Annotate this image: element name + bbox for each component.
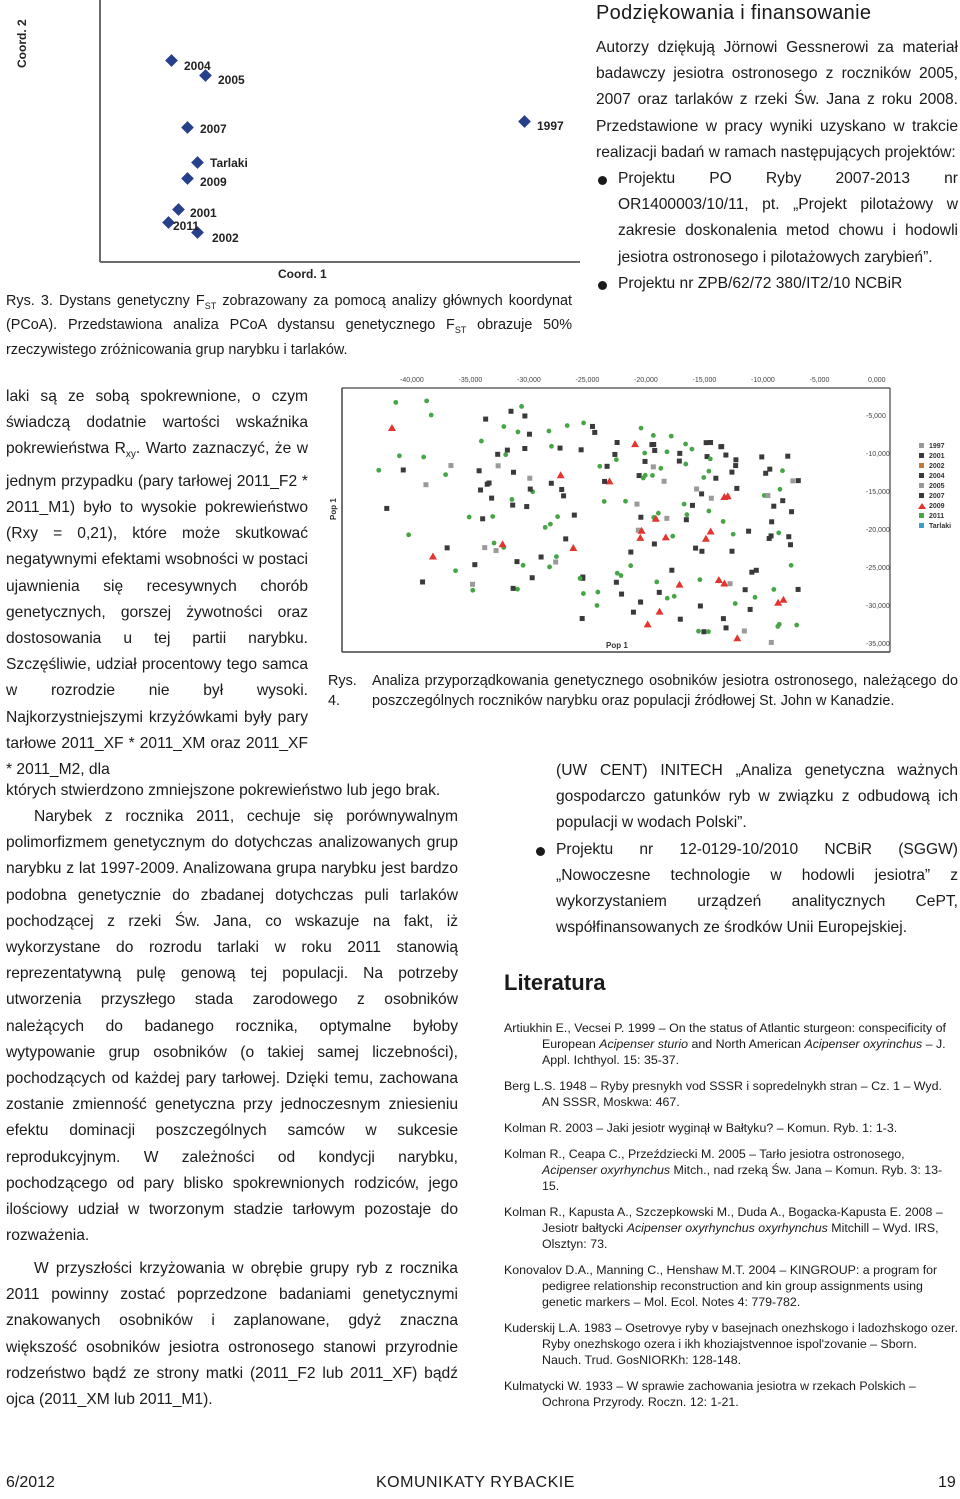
- fig4-point: [553, 560, 558, 565]
- reference-item: Kolman R., Ceapa C., Przeździecki M. 2005 – Tarło jesiotra ostronosego, Acipenser oxyrhynchus Mitch., nad rzeką Św. Jana – Komun. Ryb. 3: 13-15.: [504, 1147, 943, 1193]
- fig4-point: [644, 620, 652, 627]
- fig4-point: [480, 516, 485, 521]
- fig4-point: [696, 629, 701, 634]
- fig4-point: [779, 596, 787, 603]
- fig4-point: [636, 534, 644, 541]
- fig4-point: [510, 503, 515, 508]
- fig4-legend-label: 2009: [929, 503, 945, 510]
- fig4-point: [477, 468, 482, 473]
- fig4-point: [628, 563, 633, 568]
- fig4-point: [657, 590, 662, 595]
- fig4-point: [623, 499, 628, 504]
- fig4-point: [642, 451, 647, 456]
- fig4-point: [649, 442, 654, 447]
- fig4-legend-marker: [919, 443, 924, 448]
- body-paragraph-1: laki są ze sobą spokrewnione, o czym świadczą dodatnie wartości wskaźnika pokrewieństwa $R_{xy}$. Warto zaznaczyć, że w jednym przypadku (pary tarłowej 2011_F2 * 2011_M1) było to wysokie pokrewieństwo (Rxy = 0,21), które może skutkować negatywnymi efektami wsobności w postaci ujawnienia się recesywnych chorób genetycznych, gorszej żywotności oraz dostosowania u tej partii narybku. Szczęśliwie, udział procentowy tego samca w rozrodzie nie był wysoki. Najkorzystniejszymi krzyżówkami były pary tarłowe 2011_XF * 2011_XM oraz 2011_XF * 2011_M2, dla: [6, 388, 308, 778]
- fig4-point: [683, 462, 688, 467]
- fig4-point: [539, 555, 544, 560]
- fig4-point: [788, 542, 793, 547]
- funding-bullet-2-continued: (UW CENT) INITECH „Analiza genetyczna ważnych gospodarczo gatunków ryb w związku z odbudową ich populacji w wodach Polski”.: [556, 762, 958, 832]
- fig4-point: [746, 529, 751, 534]
- reference-item: Kolman R., Kapusta A., Szczepkowski M., Duda A., Bogacka-Kapusta E. 2008 – Jesiotr bałtycki Acipenser oxyrhynchus oxyrhynchus Mitchill – Wyd. IRS, Olsztyn: 73.: [504, 1205, 943, 1251]
- acknowledgements-heading: Podziękowania i finansowanie: [596, 2, 872, 24]
- fig4-point: [501, 424, 506, 429]
- fig4-point: [706, 469, 711, 474]
- fig4-point: [789, 509, 794, 514]
- fig4-y-tick-label: -10,000: [866, 451, 890, 458]
- fig4-point: [527, 432, 532, 437]
- reference-list: [504, 1020, 958, 1420]
- fig4-point: [669, 434, 674, 439]
- fig4-point: [448, 463, 453, 468]
- fig4-point: [693, 546, 698, 551]
- fig4-point: [733, 457, 738, 462]
- fig4-point: [519, 404, 524, 409]
- fig4-point: [721, 616, 726, 621]
- fig4-point: [669, 568, 674, 573]
- fig4-point: [753, 595, 758, 600]
- fig4-point: [522, 446, 527, 451]
- fig3-point: [172, 203, 185, 216]
- fig4-y-tick-label: -15,000: [866, 489, 890, 496]
- fig4-y-tick-label: -5,000: [866, 413, 886, 420]
- fig4-point: [683, 442, 688, 447]
- fig4-point: [543, 525, 548, 530]
- fig4-point: [706, 629, 711, 634]
- fig4-point: [748, 607, 753, 612]
- fig4-point: [699, 549, 704, 554]
- fig4-y-tick-label: -35,000: [866, 641, 890, 648]
- fig4-point: [615, 440, 620, 445]
- fig4-point: [743, 587, 748, 592]
- fig4-point: [656, 511, 661, 516]
- fig4-point: [424, 398, 429, 403]
- fig3-point: [518, 115, 531, 128]
- fig4-point: [765, 493, 770, 498]
- fig4-x-tick-label: -15,000: [692, 377, 717, 384]
- fig4-point: [682, 502, 687, 507]
- fig4-point: [470, 582, 475, 587]
- fig4-point: [654, 579, 659, 584]
- fig4-point: [453, 568, 458, 573]
- fig4-point: [721, 519, 726, 524]
- fig4-point: [565, 423, 570, 428]
- fig4-point: [423, 482, 428, 487]
- fig4-point: [771, 504, 776, 509]
- fig4-x-tick-label: -25,000: [575, 377, 600, 384]
- fig4-point: [763, 471, 768, 476]
- footer-page-number: 19: [938, 1474, 956, 1491]
- fig4-point: [639, 426, 644, 431]
- fig4-point: [708, 456, 713, 461]
- fig4-point: [771, 587, 776, 592]
- fig4-point: [555, 514, 560, 519]
- fig4-point: [729, 549, 734, 554]
- fig4-point: [578, 576, 583, 581]
- funding-bullet-1: Projektu PO Ryby 2007-2013 nr OR1400003/10/11, pt. „Projekt pilotażowy w zakresie doskonalenia metod chowu i hodowli jesiotra ostronosego i pilotażowych zarybień”.: [596, 166, 958, 271]
- fig4-point: [754, 568, 759, 573]
- fig4-point: [780, 468, 785, 473]
- fig4-point: [672, 594, 677, 599]
- fig4-point: [614, 457, 619, 462]
- fig4-y-tick-label: -20,000: [866, 527, 890, 534]
- fig4-point: [595, 590, 600, 595]
- fig4-point: [778, 487, 783, 492]
- fig4-point: [505, 448, 510, 453]
- fig4-legend-label: Tarlaki: [929, 523, 952, 530]
- fig3-label-2011: 2011: [173, 219, 200, 233]
- fig4-point: [549, 444, 554, 449]
- fig4-point: [651, 433, 656, 438]
- fig4-legend-label: 2005: [929, 483, 945, 490]
- fig4-point: [384, 506, 389, 511]
- fig4-legend-label: 2004: [929, 473, 945, 480]
- fig4-caption-label: Rys. 4.: [328, 673, 357, 709]
- fig4-point: [483, 417, 488, 422]
- fig4-point: [796, 478, 801, 483]
- fig4-point: [707, 528, 715, 535]
- fig4-point: [715, 576, 723, 583]
- fig4-legend: [918, 443, 951, 530]
- fig4-point: [708, 440, 713, 445]
- fig4-point: [580, 616, 585, 621]
- fig4-point: [509, 409, 514, 414]
- fig4-point: [631, 610, 636, 615]
- fig4-point: [499, 540, 507, 547]
- fig4-point: [634, 502, 639, 507]
- fig4-point: [614, 580, 619, 585]
- fig4-point: [514, 559, 519, 564]
- fig4-point: [775, 624, 780, 629]
- fig4-point: [420, 579, 425, 584]
- fig4-point: [658, 466, 663, 471]
- fig3-coord2-label: Coord. 2: [15, 19, 29, 68]
- fig4-point: [605, 464, 610, 469]
- fig3-caption: Rys. 3. Dystans genetyczny $F_{ST}$ zobrazowany za pomocą analizy głównych koordynat (PCoA). Przedstawiona analiza PCoA dystansu genetycznego $F_{ST}$ obrazuje 50% rzeczywistego zróżnicowania grup narybku i tarlaków.: [6, 293, 572, 358]
- fig4-legend-marker: [919, 473, 924, 478]
- fig4-point: [581, 421, 586, 426]
- fig4-point: [581, 591, 586, 596]
- funding-bullet-3: Projektu nr 12-0129-10/2010 NCBiR (SGGW) „Nowoczesne technologie w hodowli jesiotra” z wykorzystaniem urządzeń analitycznych CePT, współfinansowanych ze środków Unii Europejskiej.: [534, 837, 958, 942]
- fig4-x-tick-label: -5,000: [809, 377, 830, 384]
- body-paragraph-1-end: których stwierdzono zmniejszone pokrewieństwo lub jego brak.: [6, 782, 441, 799]
- fig4-point: [421, 455, 426, 460]
- fig3-label-2002: 2002: [212, 231, 239, 245]
- fig4-legend-marker: [918, 503, 926, 509]
- fig4-point: [467, 515, 472, 520]
- fig4-point: [789, 563, 794, 568]
- fig4-point: [549, 481, 554, 486]
- fig4-point: [597, 464, 602, 469]
- fig3-point: [181, 121, 194, 134]
- fig4-point: [503, 452, 508, 457]
- fig4-point: [724, 625, 729, 630]
- fig4-point: [733, 601, 738, 606]
- fig4-point: [631, 440, 639, 447]
- fig4-point: [723, 453, 728, 458]
- fig4-point: [511, 586, 516, 591]
- fig4-point: [796, 587, 801, 592]
- fig4-point: [482, 545, 487, 550]
- fig4-point: [569, 544, 577, 551]
- fig4-point: [592, 430, 597, 435]
- fig4-legend-marker: [919, 483, 924, 488]
- fig4-point: [643, 459, 648, 464]
- fig4-point: [718, 444, 723, 449]
- fig4-point: [702, 535, 710, 542]
- fig4-point: [651, 464, 656, 469]
- fig4-point: [733, 634, 741, 641]
- fig4-legend-marker: [919, 453, 924, 458]
- footer-issue: 6/2012: [6, 1474, 55, 1491]
- fig3-label-2004: 2004: [184, 59, 211, 73]
- fig4-point: [619, 592, 624, 597]
- fig4-point: [694, 487, 699, 492]
- fig4-point: [615, 571, 620, 576]
- fig4-legend-marker: [919, 493, 924, 498]
- fig4-point: [628, 550, 633, 555]
- fig4-point: [590, 424, 595, 429]
- fig4-point: [729, 470, 734, 475]
- fig4-point: [785, 454, 790, 459]
- fig3-label-2005: 2005: [218, 73, 245, 87]
- funding-bullet-2: Projektu nr ZPB/62/72 380/IT2/10 NCBiR: [596, 271, 958, 297]
- fig4-point: [492, 541, 497, 546]
- fig4-point: [478, 487, 483, 492]
- fig3-pcoa-plot: [15, 0, 580, 286]
- fig4-assignment-plot: [318, 370, 958, 662]
- fig4-point: [494, 548, 499, 553]
- fig4-point: [516, 430, 521, 435]
- fig3-point: [165, 54, 178, 67]
- reference-item: Kulmatycki W. 1933 – W sprawie zachowania jesiotra w rzekach Polskich – Ochrona Przyrody. Roczn. 12: 1-21.: [504, 1379, 916, 1409]
- fig4-point: [559, 487, 564, 492]
- reference-item: Konovalov D.A., Manning C., Henshaw M.T. 2004 – KINGROUP: a program for pedigree relationship reconstruction and kin group assignments using genetic markers – Mol. Ecol. Notes 4: 779-782.: [504, 1263, 938, 1309]
- fig4-y-tick-label: -25,000: [866, 565, 890, 572]
- fig4-point: [769, 519, 774, 524]
- fig4-point: [561, 493, 566, 498]
- fig4-point: [443, 472, 448, 477]
- fig4-point: [759, 454, 764, 459]
- fig4-point: [510, 497, 515, 502]
- fig4-point: [495, 452, 500, 457]
- reference-item: Artiukhin E., Vecsei P. 1999 – On the status of Atlantic sturgeon: conspecificity of European Acipenser sturio and North American Acipenser oxyrinchus – J. Appl. Ichthyol. 15: 35-37.: [504, 1021, 946, 1067]
- fig4-point: [698, 603, 703, 608]
- fig4-point: [530, 575, 535, 580]
- fig4-point: [709, 496, 714, 501]
- fig4-point: [612, 452, 617, 457]
- fig4-point: [677, 451, 682, 456]
- fig4-point: [665, 596, 670, 601]
- fig3-label-2009: 2009: [200, 175, 227, 189]
- fig4-point: [638, 600, 643, 605]
- fig3-point: [181, 172, 194, 185]
- fig4-point: [656, 608, 664, 615]
- fig3-label-2007: 2007: [200, 122, 227, 136]
- fig4-point: [429, 552, 437, 559]
- fig4-point: [677, 459, 682, 464]
- fig4-point: [376, 468, 381, 473]
- fig4-x-tick-label: 0,000: [868, 377, 886, 384]
- fig3-coord1-label: Coord. 1: [278, 267, 327, 281]
- fig4-x-axis-label: Pop 1: [606, 641, 628, 650]
- fig4-point: [548, 522, 553, 527]
- fig3-label-1997: 1997: [537, 119, 564, 133]
- fig4-point: [406, 532, 411, 537]
- fig4-point: [675, 581, 683, 588]
- fig4-legend-marker: [919, 523, 924, 528]
- funding-continuation: [534, 758, 958, 941]
- fig4-point: [470, 588, 475, 593]
- fig4-point: [689, 447, 694, 452]
- fig4-point: [638, 515, 643, 520]
- fig4-point: [637, 473, 642, 478]
- fig4-point: [489, 496, 494, 501]
- fig4-point: [515, 587, 520, 592]
- fig4-point: [728, 581, 733, 586]
- fig4-caption-text: Analiza przyporządkowania genetycznego osobników jesiotra ostronosego, należącego do poszczególnych roczników narybku oraz populacji źródłowej St. John w Kanadzie.: [372, 673, 958, 709]
- fig4-point: [701, 475, 706, 480]
- fig4-point: [547, 564, 552, 569]
- fig4-point: [522, 413, 527, 418]
- reference-item: Kuderskij L.A. 1983 – Osetrovye ryby v basejnach onezhskogo i ladozhskogo ozer. Ryby onezhskogo ozera i ikh khoziajstvennoe ispol'zovanie – Sborn. Nauch. Trud. GosNIORKh: 128-148.: [504, 1321, 958, 1367]
- fig4-point: [652, 541, 657, 546]
- fig4-x-tick-label: -20,000: [634, 377, 658, 384]
- body-paragraph-3: W przyszłości krzyżowania w obrębie grupy ryb z rocznika 2011 powinny zostać poprzedzone badaniami genetycznymi znakowanych osobników i zaplanowane, gdyż znaczna większość osobników jesiotra ostronosego stanowi przyrodnie rodzeństwo bądź ze strony matki (2011_F2 lub 2011_XF) bądź ojca (2011_XM lub 2011_M1).: [6, 1260, 458, 1409]
- fig4-x-tick-label: -10,000: [751, 377, 775, 384]
- fig4-y-tick-label: -30,000: [866, 603, 890, 610]
- fig4-point: [786, 534, 791, 539]
- fig4-point: [697, 577, 702, 582]
- fig4-point: [734, 486, 739, 491]
- fig4-point: [780, 498, 785, 503]
- fig4-point: [713, 476, 718, 481]
- fig4-caption: [328, 672, 958, 711]
- fig4-point: [652, 448, 657, 453]
- fig4-point: [521, 563, 526, 568]
- fig4-point: [445, 545, 450, 550]
- fig4-point: [664, 516, 669, 521]
- reference-item: Kolman R. 2003 – Jaki jesiotr wyginął w Bałtyku? – Komun. Ryb. 1: 1-3.: [504, 1121, 898, 1135]
- fig4-point: [579, 447, 584, 452]
- fig4-point: [490, 514, 495, 519]
- fig4-point: [690, 503, 695, 508]
- fig4-point: [524, 504, 529, 509]
- fig4-point: [547, 429, 552, 434]
- fig4-point: [479, 439, 484, 444]
- fig4-point: [528, 487, 533, 492]
- fig4-x-tick-label: -40,000: [400, 377, 424, 384]
- fig4-point: [602, 499, 607, 504]
- fig4-legend-label: 2002: [929, 463, 945, 470]
- footer-journal: KOMUNIKATY RYBACKIE: [376, 1474, 575, 1491]
- fig4-point: [641, 476, 646, 481]
- fig3-point: [191, 156, 204, 169]
- fig4-legend-marker: [919, 463, 924, 468]
- fig4-point: [602, 479, 607, 484]
- fig4-point: [684, 517, 689, 522]
- fig4-point: [776, 530, 781, 535]
- fig4-point: [650, 473, 655, 478]
- fig3-label-2001: 2001: [190, 206, 217, 220]
- fig4-legend-label: 2007: [929, 493, 945, 500]
- fig4-x-tick-label: -35,000: [458, 377, 483, 384]
- fig4-point: [699, 491, 704, 496]
- fig4-point: [684, 512, 689, 517]
- fig4-point: [749, 570, 754, 575]
- fig4-legend-label: 2011: [929, 513, 945, 520]
- fig4-point: [794, 623, 799, 628]
- fig4-legend-marker: [919, 513, 924, 518]
- fig4-point: [662, 479, 667, 484]
- fig4-point: [790, 478, 795, 483]
- fig4-point: [733, 463, 738, 468]
- fig4-point: [527, 476, 532, 481]
- fig4-x-tick-label: -30,000: [517, 377, 541, 384]
- body-paragraph-2: Narybek z rocznika 2011, cechuje się porównywalnym polimorfizmem genetycznym do dotychczas analizowanych grup narybku z lat 1997-2009. Analizowana grupa narybku jest bardzo podobna genetycznie do zbadanej dotychczas puli tarlaków pochodzącej z rzeki Św. Jana, co wskazuje na fakt, iż wykorzystane do rozrodu tarlaki w roku 2011 stanowią reprezentatywną pulę genową tej populacji. Na potrzeby utworzenia przyszłego stada zarodowego z osobników należących do badanego rocznika, optymalne byłoby wytypowanie grup osobników (o takiej samej liczebności), pochodzących od każdej pary tarłowej. Dzięki temu, zachowana zostanie zmienność genetyczna przy jednoczesnym zniesieniu efektu dominacji poszczególnych samców w sukcesie reprodukcyjnym. W zależności od kondycji narybku, pochodzącego od pary blisko spokrewnionych rodziców, jego ilościowy udział w tworzonym stadzie tarłowym pozostaje do rozważenia.: [6, 808, 458, 1245]
- fig4-point: [731, 532, 736, 537]
- fig4-point: [665, 449, 670, 454]
- fig4-point: [557, 471, 565, 478]
- fig4-point: [393, 400, 398, 405]
- fig4-point: [767, 536, 772, 541]
- fig3-label-tarlaki: Tarlaki: [210, 156, 248, 170]
- literature-heading: Literatura: [504, 970, 606, 995]
- fig4-point: [558, 446, 563, 451]
- fig4-legend-label: 2001: [929, 453, 945, 460]
- fig4-point: [678, 617, 683, 622]
- fig4-point: [388, 424, 396, 431]
- fig4-legend-label: 1997: [929, 443, 945, 450]
- fig4-point: [595, 603, 600, 608]
- fig4-point: [511, 470, 516, 475]
- fig4-point: [572, 513, 577, 518]
- fig4-point: [485, 482, 490, 487]
- fig4-point: [704, 440, 709, 445]
- fig4-point: [496, 463, 501, 468]
- fig4-point: [397, 453, 402, 458]
- fig4-point: [401, 467, 406, 472]
- fig4-point: [701, 629, 706, 634]
- reference-item: Berg L.S. 1948 – Ryby presnykh vod SSSR i sopredelnykh stran – Cz. 1 – Wyd. AN SSSR, Moskwa: 467.: [504, 1079, 942, 1109]
- fig4-point: [670, 534, 675, 539]
- fig4-y-axis-label: Pop 1: [329, 498, 338, 520]
- fig4-point: [742, 628, 747, 633]
- fig4-point: [769, 640, 774, 645]
- fig4-point: [554, 554, 559, 559]
- acknowledgements-intro: Autorzy dziękują Jörnowi Gessnerowi za materiał badawczy jesiotra ostronosego z roczników 2005, 2007 oraz tarlaków z rzeki Św. Jana z roku 2008. Przedstawione w pracy wyniki uzyskano w trakcie realizacji badań w ramach następujących projektów:: [596, 39, 958, 161]
- fig4-point: [563, 536, 568, 541]
- fig4-point: [429, 413, 434, 418]
- fig4-point: [472, 562, 477, 567]
- fig4-point: [706, 509, 711, 514]
- acknowledgements-block: [596, 35, 958, 297]
- fig4-point: [662, 533, 670, 540]
